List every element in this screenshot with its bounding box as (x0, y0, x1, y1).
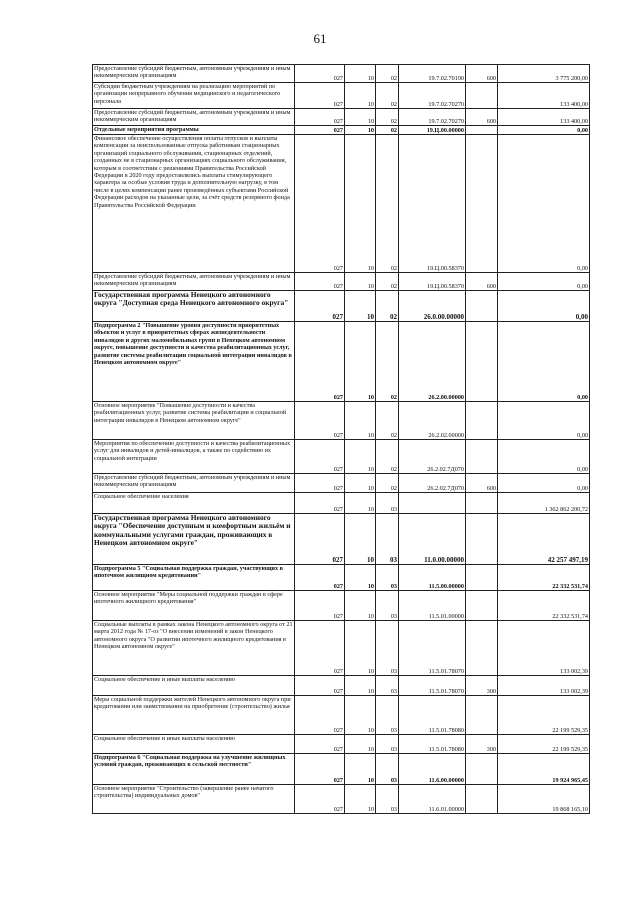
table-row (93, 65, 590, 83)
expense-type-cell (466, 291, 498, 322)
subsection-cell: 02 (376, 109, 399, 126)
table-row (93, 83, 590, 109)
amount-cell: 133 400,00 (498, 109, 590, 126)
ministry-code-cell: 027 (295, 785, 345, 814)
target-article-cell: 26.2.02.00000 (399, 402, 466, 440)
row-name-cell: Социальное обеспечение населения (93, 493, 295, 514)
subsection-cell: 03 (376, 785, 399, 814)
subsection-cell: 02 (376, 83, 399, 109)
amount-cell: 0,00 (498, 126, 590, 135)
ministry-code-cell: 027 (295, 735, 345, 754)
target-article-cell: 19.Ц.00.58370 (399, 135, 466, 273)
section-cell: 10 (345, 696, 376, 735)
row-name-cell: Отдельные мероприятия программы (93, 126, 295, 135)
expense-type-cell: 600 (466, 65, 498, 83)
subsection-cell: 02 (376, 291, 399, 322)
section-cell: 10 (345, 621, 376, 676)
ministry-code-cell: 027 (295, 696, 345, 735)
target-article-cell: 11.6.01.00000 (399, 785, 466, 814)
subsection-cell: 03 (376, 591, 399, 621)
amount-cell: 3 775 200,00 (498, 65, 590, 83)
section-cell: 10 (345, 785, 376, 814)
section-cell: 10 (345, 135, 376, 273)
target-article-cell: 11.5.00.00000 (399, 565, 466, 591)
target-article-cell: 11.5.01.78070 (399, 676, 466, 696)
target-article-cell: 11.5.01.78080 (399, 735, 466, 754)
target-article-cell: 11.5.01.00000 (399, 591, 466, 621)
section-cell: 10 (345, 565, 376, 591)
row-name-cell: Государственная программа Ненецкого автономного округа "Обеспечение доступным и комфортным жильём и коммунальными услугами граждан, проживающих в Ненецком автономном округе" (93, 514, 295, 565)
subsection-cell: 03 (376, 754, 399, 785)
target-article-cell: 19.Ц.00.58370 (399, 273, 466, 291)
section-cell: 10 (345, 754, 376, 785)
table-row (93, 735, 590, 754)
amount-cell: 133 400,00 (498, 83, 590, 109)
ministry-code-cell: 027 (295, 493, 345, 514)
expense-type-cell (466, 514, 498, 565)
expense-type-cell (466, 402, 498, 440)
section-cell: 10 (345, 440, 376, 474)
target-article-cell: 26.0.00.00000 (399, 291, 466, 322)
row-name-cell: Мероприятия по обеспечению доступности и качества реабилитационных услуг для инвалидов и детей-инвалидов, а также по содействию их социальной интеграции (93, 440, 295, 474)
expense-type-cell: 300 (466, 676, 498, 696)
target-article-cell: 19.Ц.00.00000 (399, 126, 466, 135)
table-row (93, 322, 590, 402)
section-cell: 10 (345, 83, 376, 109)
ministry-code-cell: 027 (295, 565, 345, 591)
subsection-cell: 02 (376, 402, 399, 440)
section-cell: 10 (345, 65, 376, 83)
amount-cell: 1 362 862 200,72 (498, 493, 590, 514)
expense-type-cell (466, 440, 498, 474)
subsection-cell: 03 (376, 696, 399, 735)
row-name-cell: Социальное обеспечение и иные выплаты населению (93, 735, 295, 754)
row-name-cell: Подпрограмма 2 "Повышение уровня доступности приоритетных объектов и услуг в приоритетных сферах жизнедеятельности инвалидов и других маломобильных групп в Ненецком автономном округе, повышение доступности и качества реабилитационных услуг, развитие системы реабилитации социальной интеграции инвалидов в Ненецком автономном округе" (93, 322, 295, 402)
target-article-cell: 19.7.02.70270 (399, 109, 466, 126)
table-row (93, 474, 590, 493)
amount-cell: 22 332 531,74 (498, 591, 590, 621)
ministry-code-cell: 027 (295, 591, 345, 621)
target-article-cell: 19.7.02.70190 (399, 65, 466, 83)
ministry-code-cell: 027 (295, 621, 345, 676)
section-cell: 10 (345, 676, 376, 696)
page-number: 61 (313, 31, 327, 46)
subsection-cell: 02 (376, 440, 399, 474)
row-name-cell: Основное мероприятие "Строительство (завершение ранее начатого строительства) индивидуальных домов" (93, 785, 295, 814)
amount-cell: 0,00 (498, 273, 590, 291)
row-name-cell: Социальные выплаты в рамках закона Ненецкого автономного округа от 21 марта 2012 года № 17-оз "О внесении изменений в закон Ненецкого автономного округа "О развитии ипотечного жилищного кредитования в Ненецком автономном округе" (93, 621, 295, 676)
amount-cell: 0,00 (498, 474, 590, 493)
expense-type-cell (466, 565, 498, 591)
target-article-cell (399, 493, 466, 514)
expense-type-cell (466, 621, 498, 676)
amount-cell: 0,00 (498, 440, 590, 474)
ministry-code-cell: 027 (295, 126, 345, 135)
section-cell: 10 (345, 591, 376, 621)
amount-cell: 0,00 (498, 322, 590, 402)
section-cell: 10 (345, 493, 376, 514)
amount-cell: 133 002,39 (498, 621, 590, 676)
amount-cell: 0,00 (498, 135, 590, 273)
amount-cell: 19 868 165,10 (498, 785, 590, 814)
section-cell: 10 (345, 474, 376, 493)
section-cell: 10 (345, 514, 376, 565)
expense-type-cell (466, 591, 498, 621)
amount-cell: 42 257 497,19 (498, 514, 590, 565)
ministry-code-cell: 027 (295, 440, 345, 474)
ministry-code-cell: 027 (295, 83, 345, 109)
table-row (93, 402, 590, 440)
table-row (93, 126, 590, 135)
row-name-cell: Финансовое обеспечение осуществления оплаты отпусков и выплаты компенсации за неиспользованные отпуска работникам стационарных организаций социального обслуживания, стационарных отделений, созданных не в стационарных организациях социального обслуживания, которым в соответствии с решениями Правительства Российской Федерации в 2020 году предоставлялись выплаты стимулирующего характера за особые условия труда и дополнительную нагрузку, в том числе в целях компенсации ранее произведённых субъектами Российской Федерации расходов на указанные цели, за счёт средств резервного фонда Правительства Российской Федерации (93, 135, 295, 273)
row-name-cell: Подпрограмма 6 "Социальная поддержка на улучшение жилищных условий граждан, проживающих в сельской местности" (93, 754, 295, 785)
table-row (93, 273, 590, 291)
subsection-cell: 02 (376, 322, 399, 402)
table-row (93, 440, 590, 474)
row-name-cell: Социальное обеспечение и иные выплаты населению (93, 676, 295, 696)
subsection-cell: 03 (376, 735, 399, 754)
section-cell: 10 (345, 126, 376, 135)
section-cell: 10 (345, 109, 376, 126)
amount-cell: 19 924 965,45 (498, 754, 590, 785)
target-article-cell: 11.5.01.78080 (399, 696, 466, 735)
target-article-cell: 11.6.00.00000 (399, 754, 466, 785)
table-row (93, 493, 590, 514)
ministry-code-cell: 027 (295, 514, 345, 565)
subsection-cell: 03 (376, 676, 399, 696)
expense-type-cell (466, 126, 498, 135)
subsection-cell: 03 (376, 565, 399, 591)
section-cell: 10 (345, 273, 376, 291)
table-row (93, 696, 590, 735)
subsection-cell: 02 (376, 65, 399, 83)
ministry-code-cell: 027 (295, 291, 345, 322)
table-row (93, 754, 590, 785)
subsection-cell: 02 (376, 126, 399, 135)
section-cell: 10 (345, 402, 376, 440)
ministry-code-cell: 027 (295, 273, 345, 291)
row-name-cell: Меры социальной поддержки жителей Ненецкого автономного округа при кредитовании или заимствовании на приобретение (строительство) жилья (93, 696, 295, 735)
subsection-cell: 03 (376, 493, 399, 514)
row-name-cell: Основное мероприятие "Повышение доступности и качества реабилитационных услуг, развитие системы реабилитации и социальной интеграции инвалидов в Ненецком автономном округе" (93, 402, 295, 440)
ministry-code-cell: 027 (295, 754, 345, 785)
table-row (93, 291, 590, 322)
target-article-cell: 26.2.02.7Д070 (399, 440, 466, 474)
row-name-cell: Предоставление субсидий бюджетным, автономным учреждениям и иным некоммерческим организациям (93, 65, 295, 83)
subsection-cell: 03 (376, 621, 399, 676)
ministry-code-cell: 027 (295, 109, 345, 126)
expense-type-cell (466, 493, 498, 514)
table-row (93, 109, 590, 126)
budget-table (92, 64, 590, 814)
ministry-code-cell: 027 (295, 402, 345, 440)
expense-type-cell (466, 754, 498, 785)
amount-cell: 22 332 531,74 (498, 565, 590, 591)
row-name-cell: Предоставление субсидий бюджетным, автономным учреждениям и иным некоммерческим организациям (93, 474, 295, 493)
row-name-cell: Основное мероприятие "Меры социальной поддержки граждан в сфере ипотечного жилищного кредитования" (93, 591, 295, 621)
amount-cell: 133 002,39 (498, 676, 590, 696)
row-name-cell: Предоставление субсидий бюджетным, автономным учреждениям и иным некоммерческим организациям (93, 109, 295, 126)
expense-type-cell: 600 (466, 273, 498, 291)
ministry-code-cell: 027 (295, 474, 345, 493)
amount-cell: 0,00 (498, 291, 590, 322)
table-row (93, 621, 590, 676)
expense-type-cell (466, 135, 498, 273)
table-row (93, 135, 590, 273)
table-row (93, 785, 590, 814)
amount-cell: 0,00 (498, 402, 590, 440)
section-cell: 10 (345, 735, 376, 754)
expense-type-cell: 600 (466, 109, 498, 126)
ministry-code-cell: 027 (295, 135, 345, 273)
expense-type-cell: 300 (466, 735, 498, 754)
row-name-cell: Субсидии бюджетным учреждениям на реализацию мероприятий по организации непрерывного обучения медицинского и педагогического персонала (93, 83, 295, 109)
expense-type-cell (466, 785, 498, 814)
target-article-cell: 19.7.02.70270 (399, 83, 466, 109)
section-cell: 10 (345, 322, 376, 402)
amount-cell: 22 199 529,35 (498, 735, 590, 754)
ministry-code-cell: 027 (295, 676, 345, 696)
expense-type-cell (466, 83, 498, 109)
expense-type-cell (466, 322, 498, 402)
expense-type-cell: 600 (466, 474, 498, 493)
target-article-cell: 26.2.02.7Д070 (399, 474, 466, 493)
table-row (93, 514, 590, 565)
table-row (93, 676, 590, 696)
row-name-cell: Предоставление субсидий бюджетным, автономным учреждениям и иным некоммерческим организациям (93, 273, 295, 291)
subsection-cell: 02 (376, 474, 399, 493)
target-article-cell: 11.5.01.78070 (399, 621, 466, 676)
subsection-cell: 02 (376, 135, 399, 273)
ministry-code-cell: 027 (295, 322, 345, 402)
row-name-cell: Государственная программа Ненецкого автономного округа "Доступная среда Ненецкого автономного округа" (93, 291, 295, 322)
table-row (93, 591, 590, 621)
target-article-cell: 11.0.00.00000 (399, 514, 466, 565)
target-article-cell: 26.2.00.00000 (399, 322, 466, 402)
amount-cell: 22 199 529,35 (498, 696, 590, 735)
table-row (93, 565, 590, 591)
subsection-cell: 02 (376, 273, 399, 291)
ministry-code-cell: 027 (295, 65, 345, 83)
row-name-cell: Подпрограмма 5 "Социальная поддержка граждан, участвующих в ипотечном жилищном кредитовании" (93, 565, 295, 591)
section-cell: 10 (345, 291, 376, 322)
table-body (93, 65, 590, 814)
expense-type-cell (466, 696, 498, 735)
subsection-cell: 03 (376, 514, 399, 565)
